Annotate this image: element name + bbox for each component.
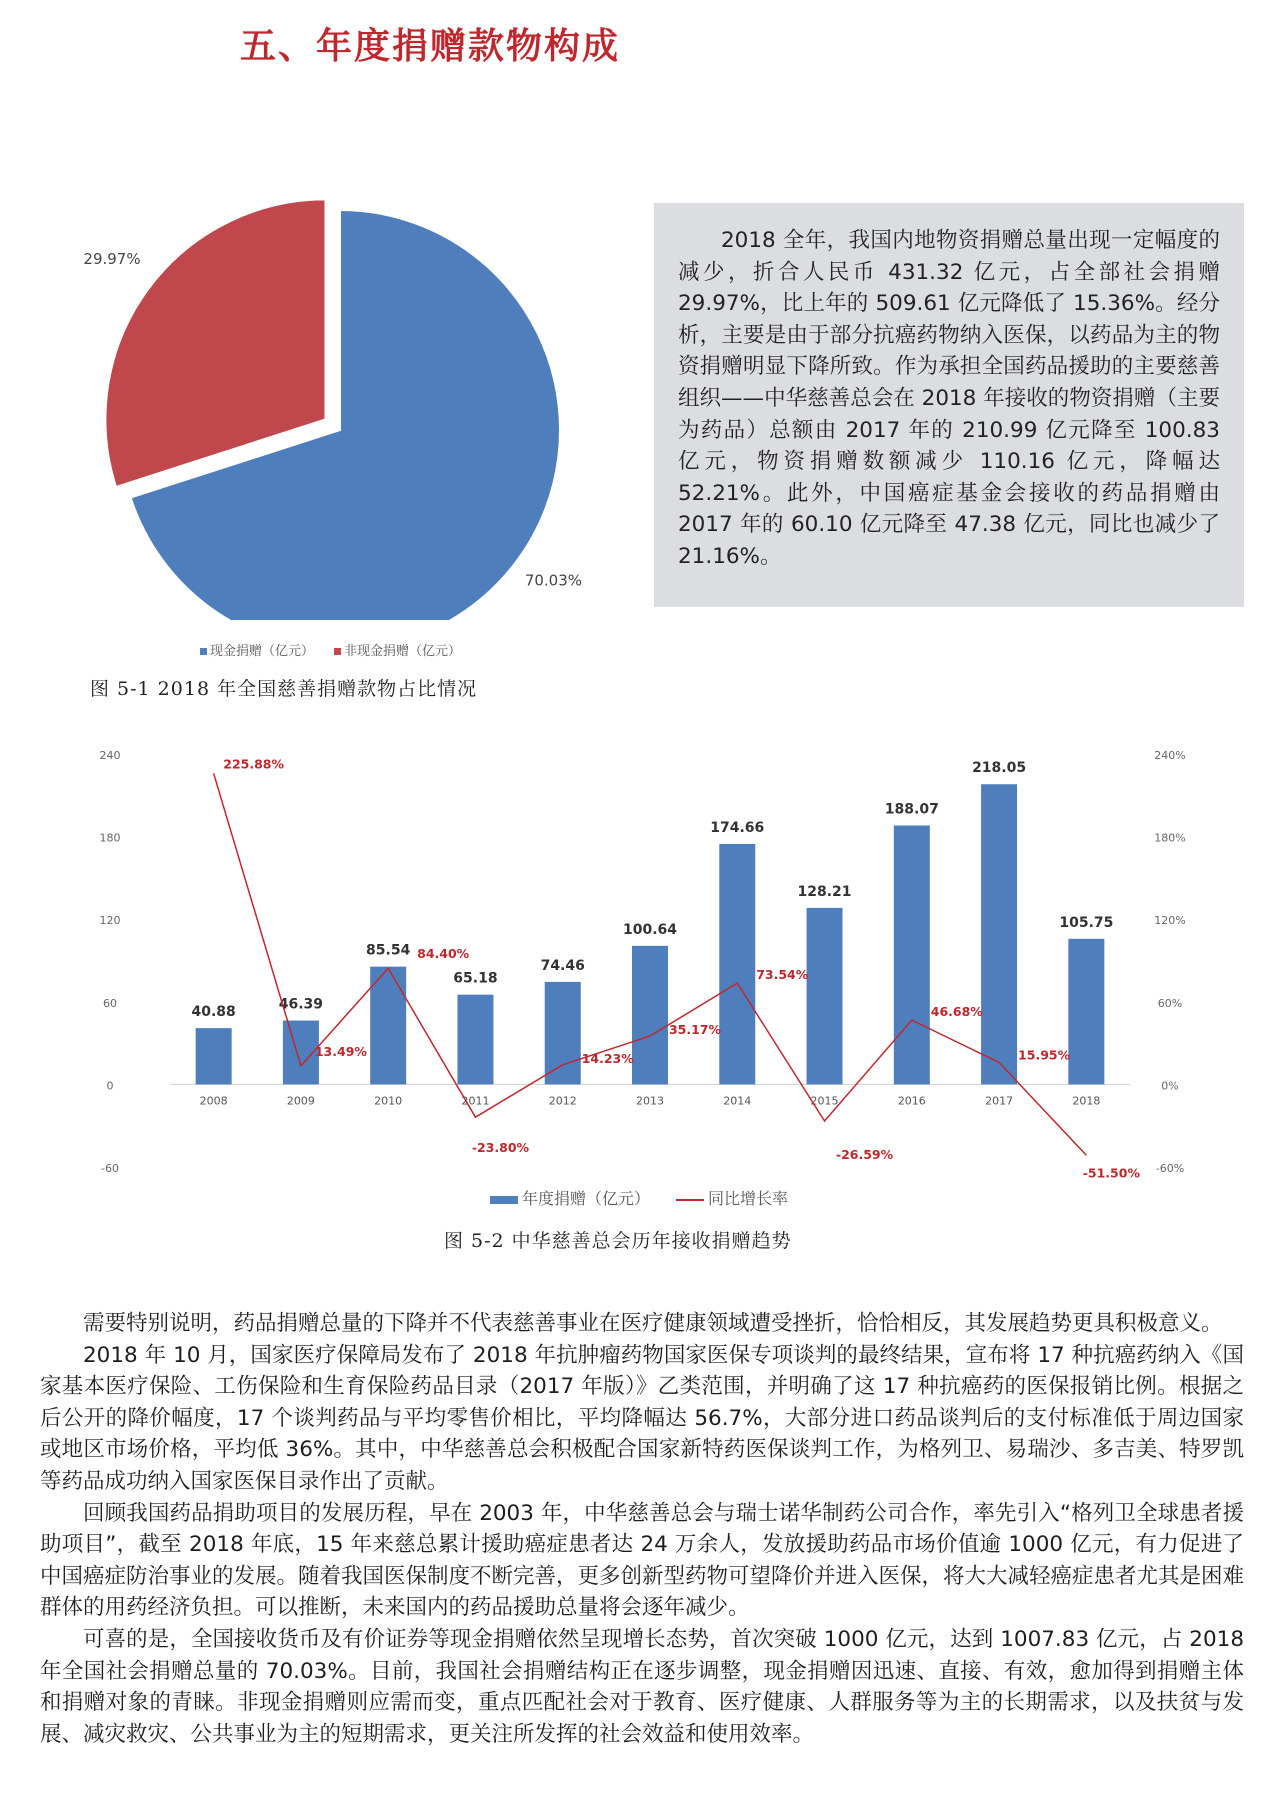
bar-2008 — [196, 1028, 232, 1084]
bar-label-2008: 40.88 — [191, 1004, 236, 1021]
paragraph-4: 可喜的是，全国接收货币及有价证券等现金捐赠依然呈现增长态势，首次突破 1000 亿元，达到 1007.83 亿元，占 2018 年全国社会捐赠总量的 70.03%。目前，我国社会捐赠结构正在逐步调整，现金捐赠因迅速、直接、有效，愈加得到捐赠主体和捐赠对象的青睐。非现金捐赠则应需而变，重点匹配社会对于教育、医疗健康、人群服务等为主的长期需求，以及扶贫与发展、减灾救灾、公共事业为主的短期需求，更关注所发挥的社会效益和使用效率。 — [40, 1626, 1244, 1747]
y-tick-right-0: 240% — [1154, 749, 1186, 762]
y-tick-left-3: 60 — [103, 996, 117, 1010]
line-label-2016: 46.68% — [930, 1004, 983, 1020]
pie-label-0: 70.03% — [524, 571, 583, 590]
bar-label-2009: 46.39 — [278, 996, 324, 1013]
line-label-2011: -23.80% — [471, 1140, 530, 1156]
bar-2014 — [719, 844, 755, 1084]
pie-slice-1 — [105, 199, 325, 487]
line-label-2010: 84.40% — [417, 946, 470, 962]
bar-2012 — [545, 982, 581, 1085]
line-label-2014: 73.54% — [756, 967, 809, 983]
bar-label-2012: 74.46 — [540, 957, 585, 974]
bar-label-2017: 218.05 — [972, 760, 1027, 777]
info-box — [654, 203, 1244, 607]
pie-legend — [200, 640, 461, 659]
body-text — [40, 1308, 1244, 1750]
y-tick-left-1: 180 — [99, 831, 121, 845]
bar-legend-growth-label: 同比增长率 — [708, 1189, 789, 1208]
line-label-2008: 225.88% — [223, 756, 285, 772]
line-swatch-icon — [676, 1199, 704, 1201]
bar-label-2016: 188.07 — [884, 801, 939, 818]
bar-label-2015: 128.21 — [797, 883, 852, 900]
y-tick-right-2: 120% — [1154, 914, 1186, 928]
paragraph-3: 回顾我国药品捐助项目的发展历程，早在 2003 年，中华慈善总会与瑞士诺华制药公司合作，率先引入“格列卫全球患者援助项目”，截至 2018 年底，15 年来慈总累计援助癌症患者达 24 万余人，发放援助药品市场价值逾 1000 亿元，有力促进了中国癌症防治事业的发展。随着我国医保制度不断完善，更多创新型药物可望降价并进入医保，将大大减轻癌症患者尤其是困难群体的用药经济负担。可以推断，未来国内的药品援助总量将会逐年减少。 — [40, 1500, 1245, 1621]
bar-label-2018: 105.75 — [1059, 914, 1114, 931]
y-tick-right-1: 180% — [1154, 831, 1186, 845]
y-tick-right-3: 60% — [1157, 996, 1183, 1010]
x-tick-2017: 2017 — [985, 1094, 1014, 1108]
info-box-text: 2018 全年，我国内地物资捐赠总量出现一定幅度的减少，折合人民币 431.32 亿元，占全部社会捐赠 29.97%，比上年的 509.61 亿元降低了 15.36%。经分析，主要是由于部分抗癌药物纳入医保，以药品为主的物资捐赠明显下降所致。作为承担全国药品援助的主要慈善组织——中华慈善总会在 2018 年接收的物资捐赠（主要为药品）总额由 2017 年的 210.99 亿元降至 100.83 亿元，物资捐赠数额减少 110.16 亿元，降幅达 52.21%。此外，中国癌症基金会接收的药品捐赠由 2017 年的 60.10 亿元降至 47.38 亿元，同比也减少了 21.16%。 — [678, 228, 1220, 569]
x-tick-2014: 2014 — [723, 1094, 752, 1108]
line-label-2018: -51.50% — [1082, 1165, 1140, 1180]
y-tick-left-0: 240 — [99, 749, 121, 762]
bar-legend — [490, 1186, 788, 1209]
figure1-caption: 图 5-1 2018 年全国慈善捐赠款物占比情况 — [90, 678, 478, 700]
bar-label-2010: 85.54 — [366, 942, 411, 959]
pie-chart — [40, 120, 600, 620]
x-tick-2012: 2012 — [548, 1094, 577, 1108]
paragraph-1: 需要特别说明，药品捐赠总量的下降并不代表慈善事业在医疗健康领域遭受挫折，恰恰相反，其发展趋势更具积极意义。 — [83, 1311, 1223, 1336]
pie-legend-noncash — [334, 640, 461, 659]
bar-label-2011: 65.18 — [453, 970, 498, 987]
y-tick-right-5: -60% — [1155, 1162, 1185, 1175]
x-tick-2009: 2009 — [286, 1094, 315, 1108]
bar-2011 — [457, 995, 493, 1085]
line-label-2017: 15.95% — [1018, 1047, 1071, 1063]
x-tick-2015: 2015 — [810, 1094, 839, 1108]
pie-label-1: 29.97% — [83, 250, 141, 269]
x-tick-2018: 2018 — [1072, 1094, 1101, 1108]
x-tick-2011: 2011 — [461, 1094, 490, 1108]
bar-legend-growth — [676, 1186, 788, 1209]
bar-chart — [80, 740, 1200, 1180]
y-tick-right-4: 0% — [1161, 1079, 1179, 1093]
bar-2015 — [807, 908, 843, 1085]
line-label-2015: -26.59% — [835, 1147, 894, 1163]
bar-legend-donation — [490, 1186, 650, 1209]
x-tick-2016: 2016 — [897, 1094, 926, 1108]
pie-legend-cash-label: 现金捐赠（亿元） — [210, 644, 315, 659]
x-tick-2013: 2013 — [636, 1094, 664, 1108]
bar-label-2013: 100.64 — [622, 921, 678, 938]
pie-legend-cash — [200, 640, 314, 659]
bar-swatch-icon — [490, 1196, 518, 1204]
cash-swatch-icon — [200, 648, 207, 655]
bar-legend-donation-label: 年度捐赠（亿元） — [522, 1189, 651, 1208]
line-label-2012: 14.23% — [581, 1050, 634, 1066]
x-tick-2008: 2008 — [199, 1094, 228, 1108]
bar-2017 — [981, 784, 1017, 1084]
noncash-swatch-icon — [334, 648, 341, 655]
x-tick-2010: 2010 — [374, 1094, 403, 1108]
y-tick-left-2: 120 — [99, 914, 121, 928]
bar-label-2014: 174.66 — [710, 819, 765, 836]
bar-2018 — [1068, 939, 1104, 1085]
y-tick-left-5: -60 — [101, 1162, 119, 1175]
line-label-2013: 35.17% — [668, 1021, 722, 1037]
page-title: 五、年度捐赠款物构成 — [239, 26, 620, 67]
bar-2013 — [632, 946, 668, 1085]
line-label-2009: 13.49% — [314, 1043, 367, 1059]
figure2-caption: 图 5-2 中华慈善总会历年接收捐赠趋势 — [444, 1230, 792, 1252]
y-tick-left-4: 0 — [106, 1079, 114, 1093]
bar-2010 — [370, 967, 406, 1085]
paragraph-2: 2018 年 10 月，国家医疗保障局发布了 2018 年抗肿瘤药物国家医保专项谈判的最终结果，宣布将 17 种抗癌药纳入《国家基本医疗保险、工伤保险和生育保险药品目录（2017 年版）》乙类范围，并明确了这 17 种抗癌药的医保报销比例。根据之后公开的降价幅度，17 个谈判药品与平均零售价相比，平均降幅达 56.7%，大部分进口药品谈判后的支付标准低于周边国家或地区市场价格，平均低 36%。其中，中华慈善总会积极配合国家新特药医保谈判工作，为格列卫、易瑞沙、多吉美、特罗凯等药品成功纳入国家医保目录作出了贡献。 — [40, 1342, 1244, 1494]
pie-legend-noncash-label: 非现金捐赠（亿元） — [344, 644, 462, 659]
bar-2016 — [894, 825, 930, 1084]
